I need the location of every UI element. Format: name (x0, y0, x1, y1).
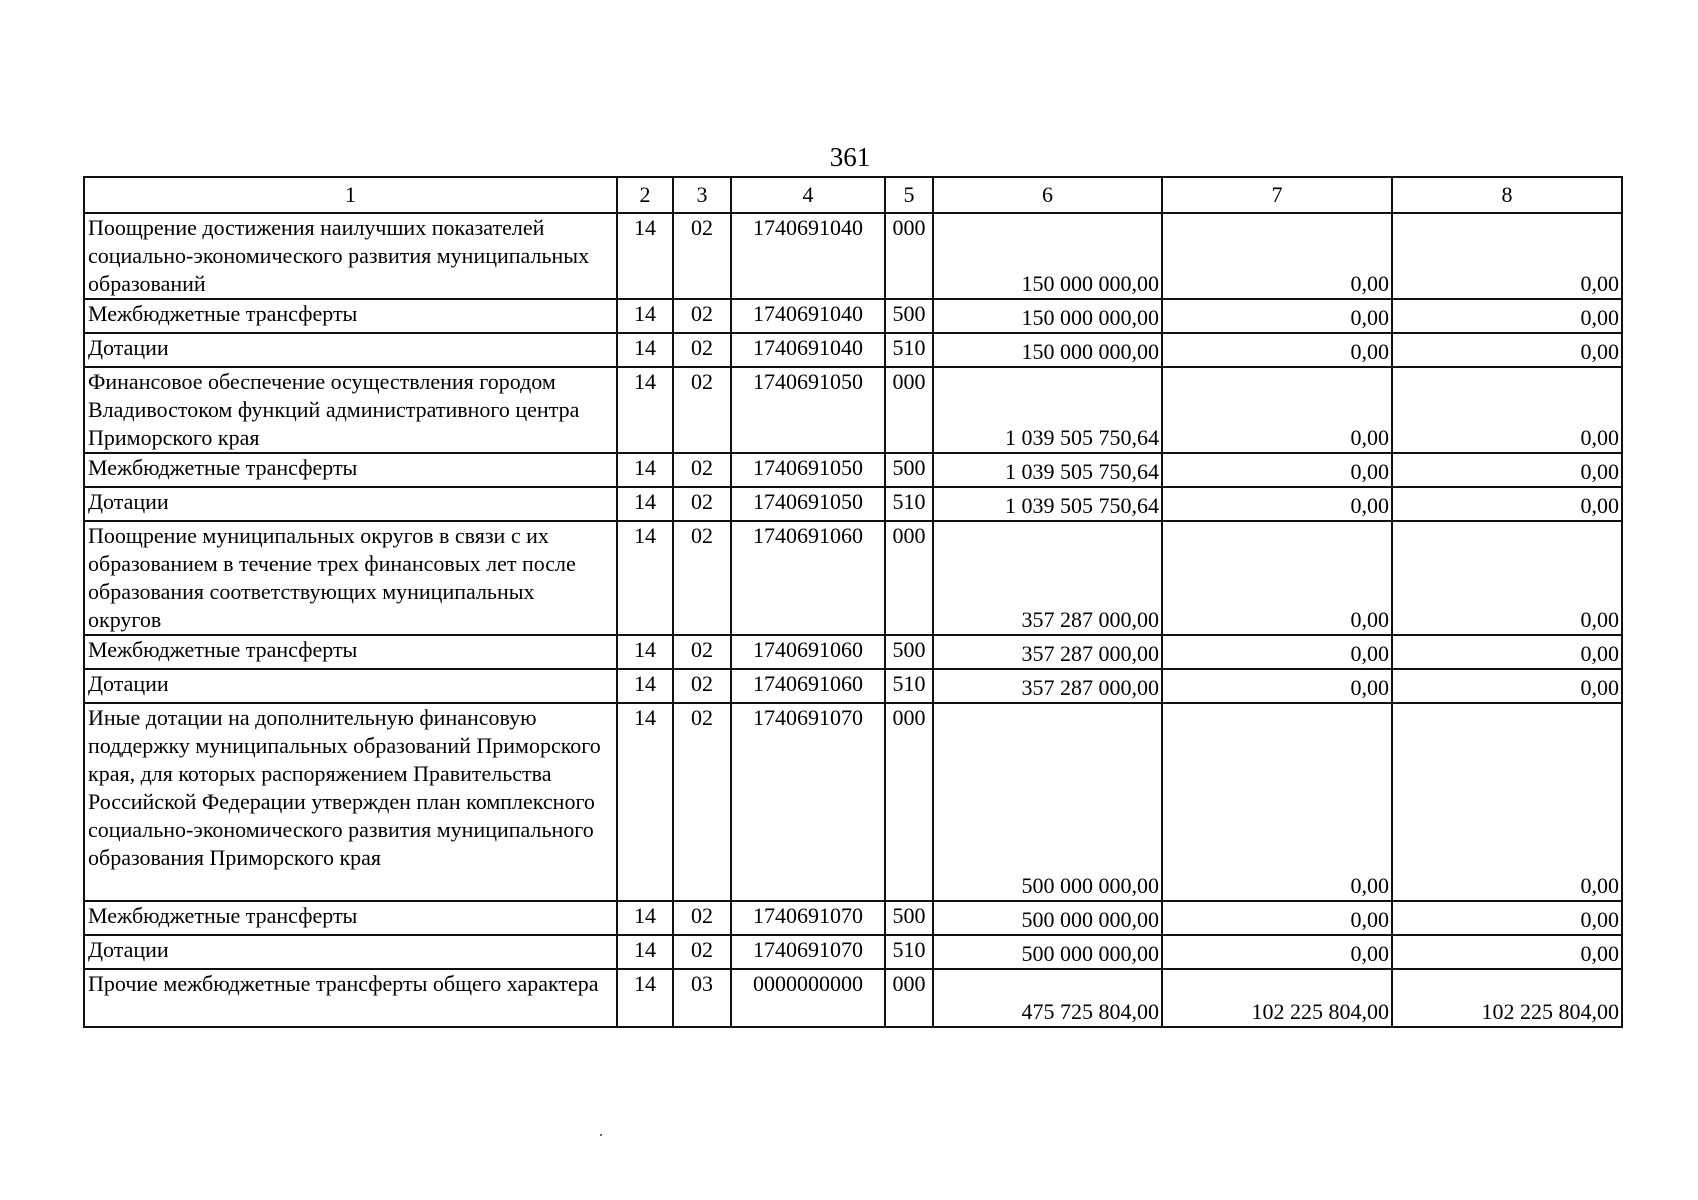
row-code-3: 02 (673, 935, 731, 969)
row-description: Поощрение муниципальных округов в связи с их образованием в течение трех финансовых лет после образования соответствующих муниципальных округов (84, 521, 617, 635)
row-amount-8: 0,00 (1392, 299, 1622, 333)
row-amount-8: 0,00 (1392, 669, 1622, 703)
row-description: Финансовое обеспечение осуществления городом Владивостоком функций административного центра Приморского края (84, 367, 617, 453)
row-description: Межбюджетные трансферты (84, 299, 617, 333)
row-amount-7: 0,00 (1162, 333, 1392, 367)
column-header: 1 (84, 177, 617, 213)
row-code-2: 14 (617, 487, 673, 521)
row-code-2: 14 (617, 703, 673, 901)
row-amount-8: 0,00 (1392, 901, 1622, 935)
row-amount-7: 0,00 (1162, 453, 1392, 487)
row-code-2: 14 (617, 299, 673, 333)
row-code-4: 1740691060 (731, 521, 885, 635)
row-code-5: 500 (885, 635, 933, 669)
row-code-3: 02 (673, 333, 731, 367)
table-row (84, 299, 1622, 333)
row-code-4: 1740691070 (731, 935, 885, 969)
row-amount-6: 475 725 804,00 (933, 969, 1162, 1027)
row-code-5: 000 (885, 367, 933, 453)
row-amount-6: 1 039 505 750,64 (933, 487, 1162, 521)
column-header: 2 (617, 177, 673, 213)
scan-speck (600, 1134, 602, 1136)
row-amount-7: 102 225 804,00 (1162, 969, 1392, 1027)
row-amount-8: 0,00 (1392, 703, 1622, 901)
row-code-3: 02 (673, 453, 731, 487)
row-code-5: 510 (885, 487, 933, 521)
row-code-3: 02 (673, 703, 731, 901)
row-description: Дотации (84, 935, 617, 969)
row-code-5: 500 (885, 901, 933, 935)
row-code-2: 14 (617, 367, 673, 453)
table-row (84, 333, 1622, 367)
row-description: Дотации (84, 333, 617, 367)
row-code-3: 02 (673, 901, 731, 935)
row-description: Межбюджетные трансферты (84, 901, 617, 935)
row-code-5: 510 (885, 333, 933, 367)
table-row (84, 521, 1622, 635)
row-description: Межбюджетные трансферты (84, 453, 617, 487)
row-amount-7: 0,00 (1162, 703, 1392, 901)
row-amount-7: 0,00 (1162, 487, 1392, 521)
table-row (84, 669, 1622, 703)
row-code-3: 03 (673, 969, 731, 1027)
row-amount-6: 357 287 000,00 (933, 669, 1162, 703)
row-amount-6: 500 000 000,00 (933, 703, 1162, 901)
row-code-4: 1740691050 (731, 367, 885, 453)
row-amount-6: 1 039 505 750,64 (933, 453, 1162, 487)
row-amount-8: 0,00 (1392, 213, 1622, 299)
row-code-2: 14 (617, 935, 673, 969)
table-row (84, 935, 1622, 969)
row-code-2: 14 (617, 521, 673, 635)
row-amount-8: 0,00 (1392, 935, 1622, 969)
table-row (84, 367, 1622, 453)
row-code-2: 14 (617, 453, 673, 487)
row-amount-8: 0,00 (1392, 487, 1622, 521)
row-code-4: 1740691040 (731, 213, 885, 299)
row-amount-6: 500 000 000,00 (933, 901, 1162, 935)
row-amount-7: 0,00 (1162, 367, 1392, 453)
row-code-3: 02 (673, 521, 731, 635)
row-amount-7: 0,00 (1162, 299, 1392, 333)
row-code-3: 02 (673, 669, 731, 703)
row-amount-6: 1 039 505 750,64 (933, 367, 1162, 453)
row-code-5: 510 (885, 935, 933, 969)
row-code-3: 02 (673, 213, 731, 299)
row-code-4: 1740691070 (731, 901, 885, 935)
row-description: Прочие межбюджетные трансферты общего характера (84, 969, 617, 1027)
row-code-2: 14 (617, 635, 673, 669)
row-description: Поощрение достижения наилучших показателей социально-экономического развития муниципальных образований (84, 213, 617, 299)
row-amount-6: 150 000 000,00 (933, 333, 1162, 367)
column-header: 3 (673, 177, 731, 213)
row-amount-6: 357 287 000,00 (933, 521, 1162, 635)
row-code-5: 500 (885, 453, 933, 487)
row-code-5: 000 (885, 969, 933, 1027)
table-row (84, 487, 1622, 521)
row-amount-7: 0,00 (1162, 521, 1392, 635)
row-amount-6: 357 287 000,00 (933, 635, 1162, 669)
row-amount-7: 0,00 (1162, 669, 1392, 703)
table-header-row (84, 177, 1622, 213)
row-amount-8: 0,00 (1392, 521, 1622, 635)
page-number: 361 (829, 142, 871, 172)
table-row (84, 213, 1622, 299)
column-header: 4 (731, 177, 885, 213)
row-description: Иные дотации на дополнительную финансовую поддержку муниципальных образований Приморского края, для которых распоряжением Правительства Российской Федерации утвержден план комплексного социально-экономического развития муниципального образования Приморского края (84, 703, 617, 901)
row-code-2: 14 (617, 901, 673, 935)
row-code-3: 02 (673, 299, 731, 333)
row-code-2: 14 (617, 969, 673, 1027)
row-code-5: 000 (885, 213, 933, 299)
budget-table (83, 176, 1623, 1028)
row-code-3: 02 (673, 367, 731, 453)
row-amount-7: 0,00 (1162, 935, 1392, 969)
row-code-4: 1740691040 (731, 333, 885, 367)
row-code-4: 1740691070 (731, 703, 885, 901)
row-code-5: 510 (885, 669, 933, 703)
row-code-4: 1740691050 (731, 487, 885, 521)
row-amount-8: 102 225 804,00 (1392, 969, 1622, 1027)
row-code-5: 000 (885, 703, 933, 901)
row-description: Межбюджетные трансферты (84, 635, 617, 669)
table-row (84, 901, 1622, 935)
row-amount-8: 0,00 (1392, 635, 1622, 669)
row-code-4: 1740691060 (731, 669, 885, 703)
row-code-3: 02 (673, 487, 731, 521)
row-amount-8: 0,00 (1392, 453, 1622, 487)
table-row (84, 969, 1622, 1027)
row-code-3: 02 (673, 635, 731, 669)
row-description: Дотации (84, 487, 617, 521)
row-amount-6: 500 000 000,00 (933, 935, 1162, 969)
table-row (84, 453, 1622, 487)
column-header: 6 (933, 177, 1162, 213)
row-code-4: 0000000000 (731, 969, 885, 1027)
row-code-2: 14 (617, 669, 673, 703)
table-row (84, 703, 1622, 901)
row-amount-7: 0,00 (1162, 901, 1392, 935)
row-amount-7: 0,00 (1162, 635, 1392, 669)
row-code-4: 1740691040 (731, 299, 885, 333)
column-header: 7 (1162, 177, 1392, 213)
column-header: 8 (1392, 177, 1622, 213)
table-row (84, 635, 1622, 669)
row-description: Дотации (84, 669, 617, 703)
row-amount-6: 150 000 000,00 (933, 213, 1162, 299)
row-code-5: 500 (885, 299, 933, 333)
column-header: 5 (885, 177, 933, 213)
row-amount-8: 0,00 (1392, 367, 1622, 453)
row-code-4: 1740691060 (731, 635, 885, 669)
row-code-2: 14 (617, 333, 673, 367)
row-amount-6: 150 000 000,00 (933, 299, 1162, 333)
row-amount-8: 0,00 (1392, 333, 1622, 367)
row-code-5: 000 (885, 521, 933, 635)
row-amount-7: 0,00 (1162, 213, 1392, 299)
row-code-2: 14 (617, 213, 673, 299)
row-code-4: 1740691050 (731, 453, 885, 487)
